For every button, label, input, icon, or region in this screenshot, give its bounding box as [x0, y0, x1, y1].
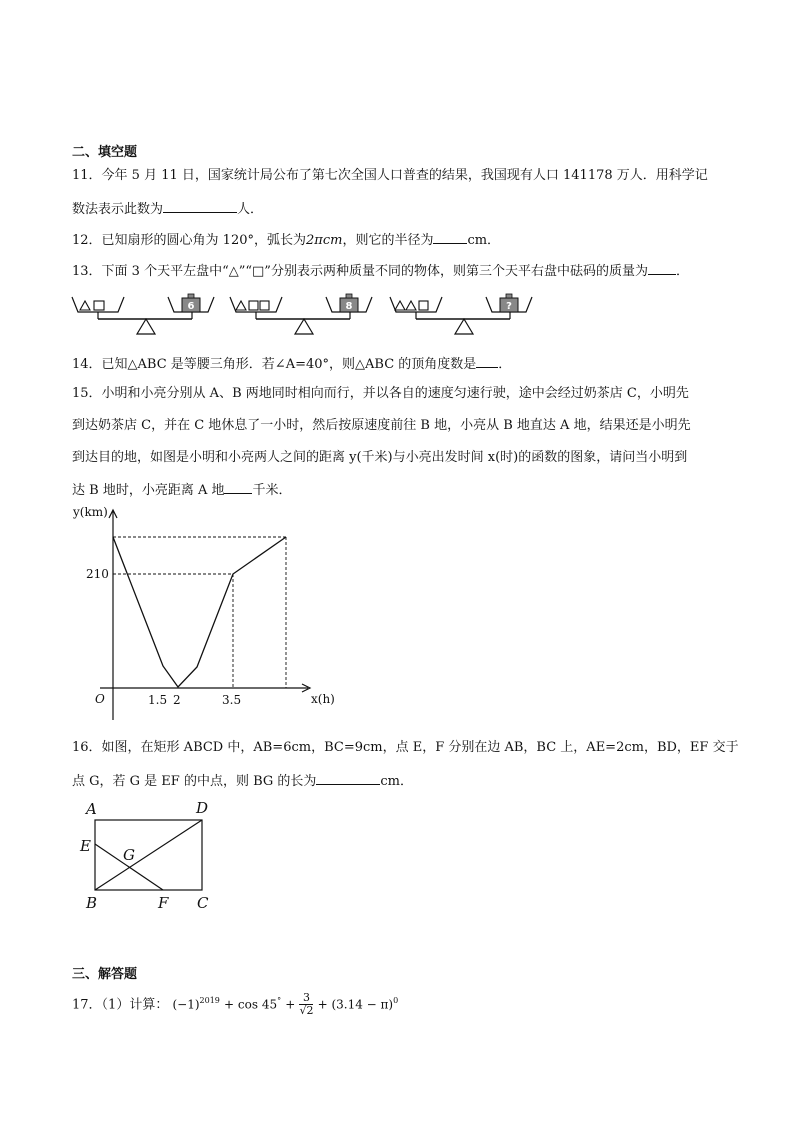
question-15-text-suffix: 千米． [252, 483, 292, 498]
distance-function-line [113, 537, 286, 687]
question-17-text-prefix: 17．（1）计算： [72, 997, 169, 1013]
question-13-text-prefix: 13．下面 3 个天平左盘中“△”“□”分别表示两种质量不同的物体，则第三个天平右盘中砝码的质量为 [72, 264, 648, 279]
answer-blank-11 [163, 200, 237, 213]
x-tick-3-5: 3.5 [222, 693, 242, 707]
answer-blank-13 [648, 262, 676, 275]
triangle-object-icon [80, 301, 90, 310]
weight-label-2: 8 [345, 301, 353, 312]
question-14-text-suffix: ． [498, 357, 512, 372]
square-object-icon [94, 301, 104, 310]
point-label-b: B [86, 894, 98, 912]
question-17 [72, 988, 398, 1018]
expression-plus: + [285, 997, 296, 1012]
point-label-e: E [80, 837, 91, 855]
question-13 [72, 262, 689, 280]
fraction-3-over-root-2 [299, 992, 313, 1017]
expression-term-3: + (3.14 − π) [317, 997, 394, 1012]
question-16-text-prefix: 点 G，若 G 是 EF 的中点，则 BG 的长为 [72, 774, 317, 789]
question-13-text-suffix: ． [675, 264, 689, 279]
fulcrum-icon [295, 319, 313, 334]
expression-degree: ° [277, 996, 282, 1005]
question-12-text-middle: ，则它的半径为 [342, 233, 434, 248]
question-14 [72, 355, 511, 373]
balance-scale-3 [390, 294, 532, 334]
question-16-line-1: 16．如图，在矩形 ABCD 中，AB=6cm，BC=9cm，点 E，F 分别在边 AB，BC 上，AE=2cm，BD，EF 交于 [72, 740, 739, 755]
expression-exponent-3: 0 [393, 996, 399, 1005]
weight-label-1: 6 [187, 301, 195, 312]
y-axis-label: y(km) [73, 505, 108, 519]
question-15-line-3: 到达目的地，如图是小明和小亮两人之间的距离 y(千米)与小亮出发时间 x(时)的函数的图象，请问当小明到 [72, 450, 688, 465]
fulcrum-icon [455, 319, 473, 334]
weight-label-3: ? [506, 301, 512, 312]
question-12-text-suffix: cm． [467, 233, 501, 248]
x-tick-1-5: 1.5 [148, 693, 168, 707]
distance-time-graph [60, 505, 360, 725]
rectangle-abcd-figure [78, 796, 228, 914]
question-15-line-1: 15．小明和小亮分别从 A、B 两地同时相向而行，并以各自的速度匀速行驶，途中会经过奶茶店 C，小明先 [72, 386, 689, 401]
point-label-d: D [196, 799, 209, 817]
square-object-icon [249, 301, 258, 310]
balance-scale-1 [72, 294, 214, 334]
origin-label: O [95, 692, 105, 706]
square-object-icon [260, 301, 269, 310]
question-11-text-suffix: 人． [237, 202, 264, 217]
section-heading-answer: 三、解答题 [72, 967, 138, 982]
triangle-object-icon [406, 301, 416, 310]
question-12 [72, 231, 500, 249]
triangle-object-icon [236, 301, 246, 310]
fraction-denominator: √2 [299, 1004, 314, 1018]
x-tick-2: 2 [173, 693, 181, 707]
balance-scale-2 [230, 294, 372, 334]
square-object-icon [419, 301, 428, 310]
point-label-c: C [197, 894, 209, 912]
answer-blank-16 [316, 772, 380, 785]
point-label-g: G [123, 846, 135, 864]
question-11-line-2 [72, 200, 263, 218]
question-16-line-2 [72, 772, 413, 790]
question-15-line-2: 到达奶茶店 C，并在 C 地休息了一小时，然后按原速度前往 B 地，小亮从 B 地直达 A 地，结果还是小明先 [72, 418, 691, 433]
answer-blank-15 [224, 481, 252, 494]
expression-exponent-1: 2019 [199, 996, 220, 1005]
question-15-line-4 [72, 481, 292, 499]
question-11-line-1: 11．今年 5 月 11 日，国家统计局公布了第七次全国人口普查的结果，我国现有人口 141178 万人．用科学记 [72, 168, 708, 183]
question-15-text-prefix: 达 B 地时，小亮距离 A 地 [72, 483, 225, 498]
section-heading-fill-blank: 二、填空题 [72, 145, 138, 160]
triangle-object-icon [395, 301, 405, 310]
expression-term-2: + cos 45 [224, 997, 278, 1012]
question-16-text-suffix: cm． [380, 774, 413, 789]
point-label-a: A [86, 800, 97, 818]
answer-blank-12 [433, 231, 467, 244]
expression-term-1: (−1) [172, 997, 200, 1012]
question-12-arc-length: 2πcm [306, 233, 343, 248]
question-11-text-prefix: 数法表示此数为 [72, 202, 164, 217]
balance-scales-figure [70, 288, 730, 342]
fraction-numerator: 3 [299, 992, 313, 1005]
point-label-f: F [158, 894, 169, 912]
question-12-text-prefix: 12．已知扇形的圆心角为 120°，弧长为 [72, 233, 306, 248]
fulcrum-icon [137, 319, 155, 334]
y-tick-210: 210 [86, 567, 109, 581]
x-axis-label: x(h) [311, 692, 335, 706]
answer-blank-14 [476, 355, 498, 368]
question-14-text-prefix: 14．已知△ABC 是等腰三角形．若∠A=40°，则△ABC 的顶角度数是 [72, 357, 477, 372]
